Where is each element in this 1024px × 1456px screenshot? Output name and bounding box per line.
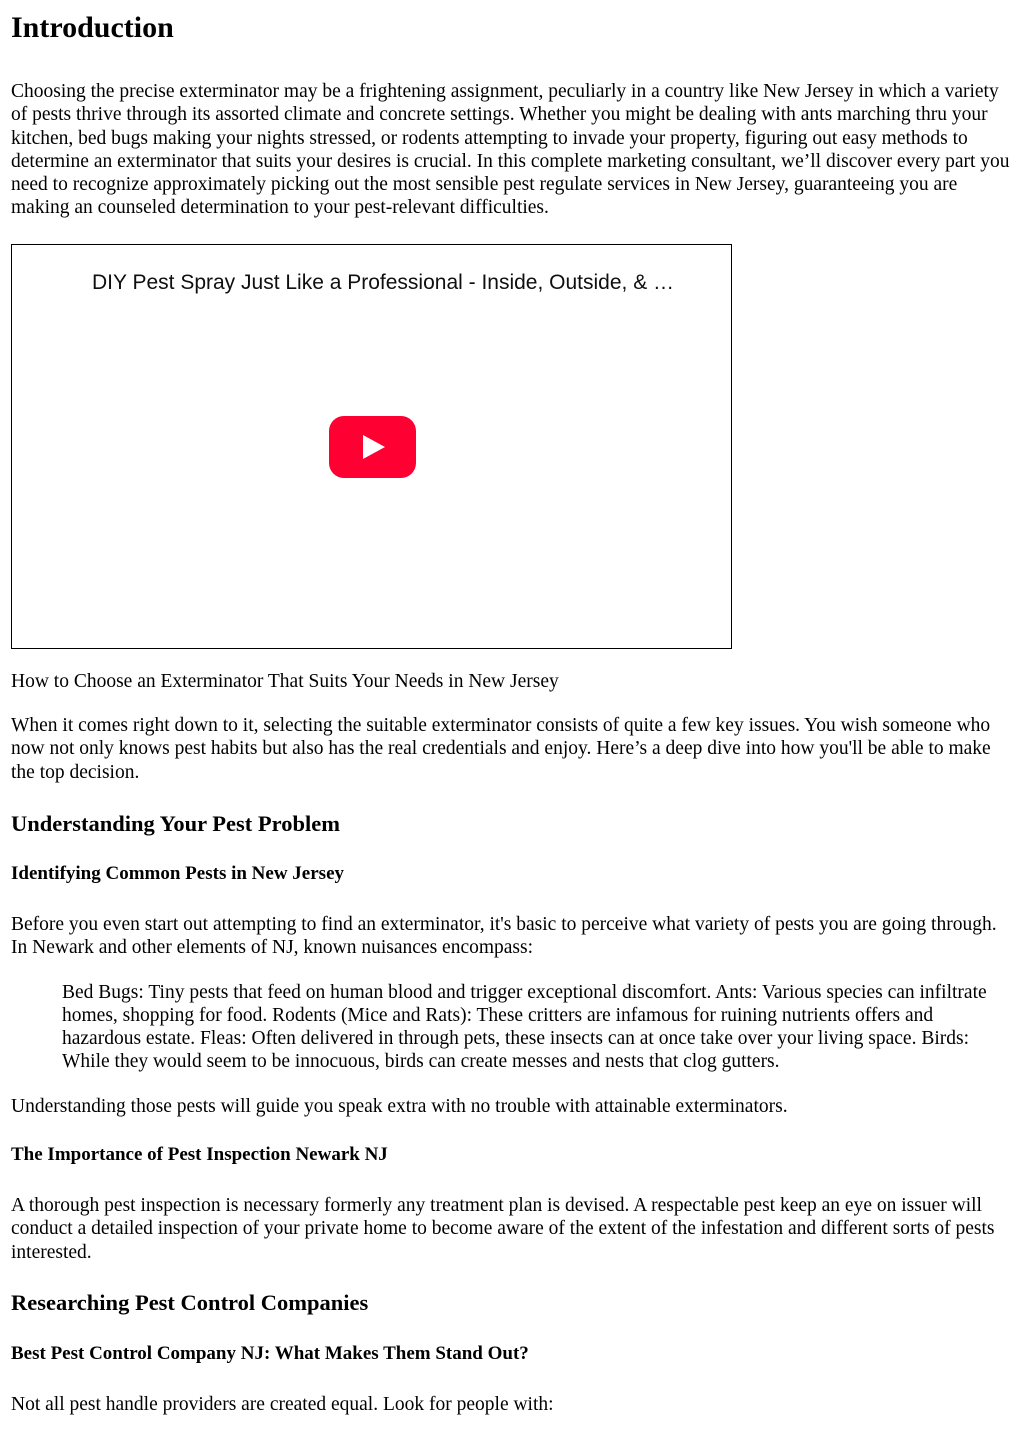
intro-paragraph: Choosing the precise exterminator may be a frightening assignment, peculiarly in a country like New Jersey in which a variety of pests thrive through its assorted climate and concrete settings. Whether you might be dealing with ants marching thru your kitchen, bed bugs making your nights stressed, or rodents attempting to invade your property, figuring out easy methods to determine an exterminator that suits your desires is crucial. In this complete marketing consultant, we’ll discover every part you need to recognize approximately picking out the most sensible pest regulate services in New Jersey, guaranteeing you are making an counseled determination to your pest-relevant difficulties. xyxy=(11,81,1010,219)
video-caption: How to Choose an Exterminator That Suits Your Needs in New Jersey xyxy=(11,670,559,692)
common-pests-paragraph: Before you even start out attempting to find an exterminator, it's basic to perceive what variety of pests you are going through. In Newark and other elements of NJ, known nuisances encompass: xyxy=(11,913,997,959)
subheading-pest-inspection: The Importance of Pest Inspection Newark NJ xyxy=(11,1144,388,1166)
play-triangle-icon xyxy=(363,435,385,459)
section-heading-understanding: Understanding Your Pest Problem xyxy=(11,810,340,836)
video-embed[interactable] xyxy=(11,244,732,649)
subheading-common-pests: Identifying Common Pests in New Jersey xyxy=(11,862,345,884)
article xyxy=(0,10,1024,1416)
intro-heading: Introduction xyxy=(11,11,174,44)
video-title[interactable]: DIY Pest Spray Just Like a Professional - Inside, Outside, & … xyxy=(92,270,675,294)
pest-inspection-paragraph: A thorough pest inspection is necessary formerly any treatment plan is devised. A respectable pest keep an eye on issuer will conduct a detailed inspection of your private home to become aware of the extent of the infestation and different sorts of pests interested. xyxy=(11,1195,995,1263)
subheading-best-company: Best Pest Control Company NJ: What Makes Them Stand Out? xyxy=(11,1342,529,1364)
choose-paragraph: When it comes right down to it, selecting the suitable exterminator consists of quite a few key issues. You wish someone who now not only knows pest habits but also has the real credentials and enjoy. Here’s a deep dive into how you'll be able to make the top decision. xyxy=(11,715,991,783)
best-company-paragraph: Not all pest handle providers are created equal. Look for people with: xyxy=(11,1393,554,1415)
pests-blockquote xyxy=(62,981,1013,1074)
section-heading-research: Researching Pest Control Companies xyxy=(11,1289,369,1315)
pests-list-text: Bed Bugs: Tiny pests that feed on human blood and trigger exceptional discomfort. Ants: Various species can infiltrate homes, shopping for food. Rodents (Mice and Rats): These critters are infamous for ruining nutrients offers and hazardous estate. Fleas: Often delivered in through pets, these insects can at once take over your living space. Birds: While they would seem to be innocuous, birds can create messes and nests that clog gutters. xyxy=(62,981,987,1073)
understanding-summary: Understanding those pests will guide you speak extra with no trouble with attainable exterminators. xyxy=(11,1095,788,1117)
youtube-play-icon[interactable] xyxy=(329,416,416,478)
